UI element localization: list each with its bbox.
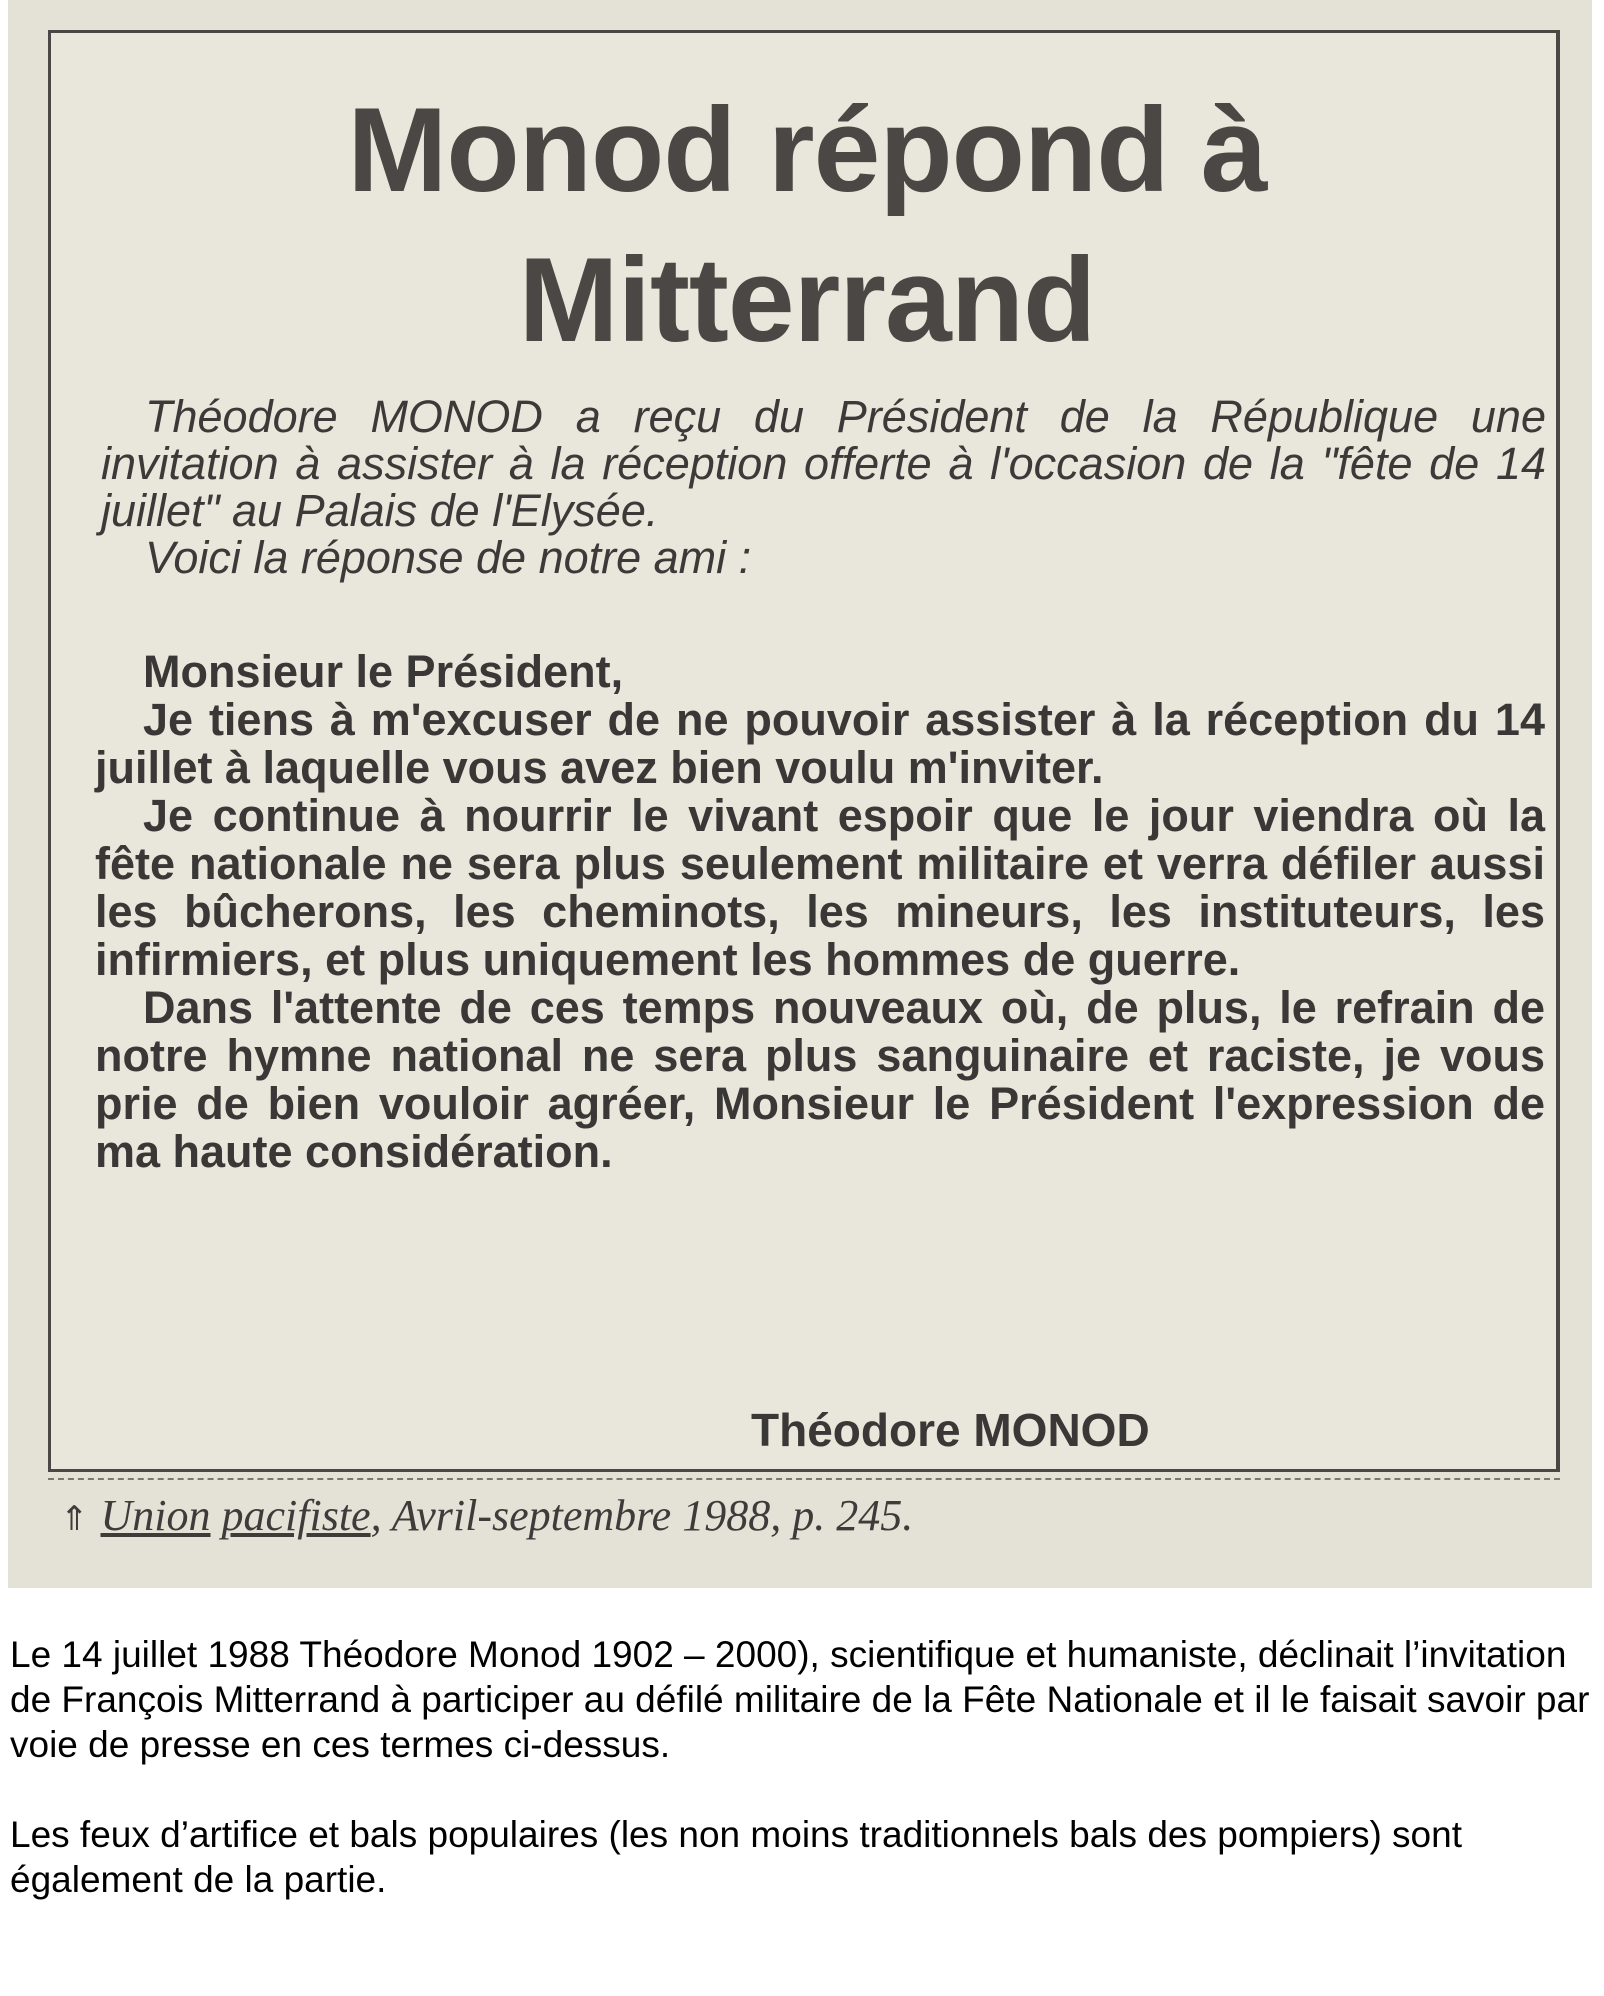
caption-text <box>10 1632 1600 1947</box>
up-arrow-icon: ⇑ <box>60 1501 89 1538</box>
caption-paragraph: Les feux d’artifice et bals populaires (les non moins traditionnels bals des pompiers) sont également de la partie. <box>10 1814 1462 1900</box>
publication-name-part: Union <box>100 1491 211 1540</box>
letter-salutation: Monsieur le Président, <box>143 646 624 697</box>
letter-paragraph: Dans l'attente de ces temps nouveaux où, de plus, le refrain de notre hymne national ne sera plus sanguinaire et raciste, je vous prie de bien vouloir agréer, Monsieur le Président l'expression de ma haute considération. <box>95 982 1545 1177</box>
headline <box>51 75 1563 375</box>
headline-line-2: Mitterrand <box>518 233 1096 367</box>
scanned-clipping-image <box>8 0 1592 1588</box>
letter-paragraph: Je tiens à m'excuser de ne pouvoir assister à la réception du 14 juillet à laquelle vous avez bien voulu m'inviter. <box>95 694 1545 793</box>
intro-paragraph: Théodore MONOD a reçu du Président de la République une invitation à assister à la réception offerte à l'occasion de la "fête de 14 juillet" au Palais de l'Elysée. <box>101 391 1546 536</box>
source-citation <box>60 1490 913 1541</box>
intro-text <box>101 393 1546 581</box>
newspaper-clipping-box <box>48 30 1560 1472</box>
publication-name-part: pacifiste <box>221 1491 371 1540</box>
caption-paragraph: Le 14 juillet 1988 Théodore Monod 1902 – 2000), scientifique et humaniste, déclinait l’invitation de François Mitterrand à participer au défilé militaire de la Fête Nationale et il le faisait savoir par voie de presse en ces termes ci-dessus. <box>10 1634 1590 1765</box>
letter-signature: Théodore MONOD <box>751 1404 1150 1456</box>
citation-details: , Avril-septembre 1988, p. 245. <box>370 1491 914 1540</box>
letter-body <box>95 648 1545 1176</box>
dashed-divider <box>48 1478 1560 1480</box>
letter-paragraph: Je continue à nourrir le vivant espoir que le jour viendra où la fête nationale ne sera plus seulement militaire et verra défiler aussi les bûcherons, les cheminots, les mineurs, les instituteurs, les infirmiers, et plus uniquement les hommes de guerre. <box>95 790 1545 985</box>
intro-paragraph: Voici la réponse de notre ami : <box>145 532 752 583</box>
headline-line-1: Monod répond à <box>347 83 1267 217</box>
